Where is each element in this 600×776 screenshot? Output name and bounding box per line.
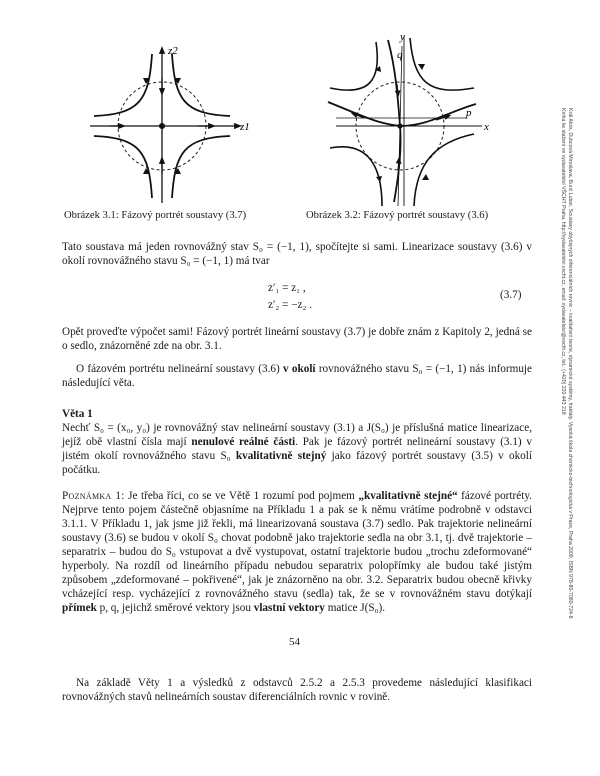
remark-text-c: fázové portréty. Nejprve tento pojem částečně objasníme na Příkladu 1 a pak se k němu vrátíme podrobně v odstavci 3.1.1. V Příkladu 1, jak jsme již řekli, má linearizovaná soustava (3.7) sedlo. Pak trajektorie nelineární soustavy (3.6) se budou v okolí S₀ chovat podobně jako trajektorie sedla na obr 3.1, tj. dvě trajektorie – separatrix – budou do S₀ vstupovat a dvě vystupovat, ostatní trajektorie budou „trochu zdeformované“ hyperboly. Na rozdíl od lineárního případu nebudou separatrix polopřímky ale budou také jistým způsobem „zdeformované – pokřivené“, jak je znázorněno na obr. 3.2. Separatrix budou obecně křivky vcházející resp. vycházející z rovnovážného stavu (sedla) tak, že se v rovnovážném stavu dotýkají — [62, 490, 532, 600]
z2-label: z2 — [168, 45, 178, 57]
remark-emphasis-1: „kvalitativně stejné“ — [358, 490, 458, 502]
paragraph-3 — [62, 362, 532, 390]
sidebar-line-1: Král Alois, Dubcová Miroslava, Burić Lubor, Soustavy obyčejných diferenciálních rovnic – kvalitativní teorie, dynamické systémy, fraktály. Vysoká škola chemicko-technologická v Praze, Praha 2009, ISBN 978-80-7080-724-8 — [567, 108, 573, 619]
q-label: q — [397, 49, 403, 61]
p-label: p — [466, 107, 472, 119]
equilibrium-point — [397, 123, 402, 128]
paragraph-3-text-c: rovnovážného stavu S₀ = (−1, 1) nás informuje následující věta. — [62, 363, 532, 389]
paragraph-3-text-a: O fázovém portrétu nelineární soustavy (3.6) — [76, 363, 284, 375]
hyperbola-top-left — [94, 54, 152, 116]
x-label: x — [484, 121, 489, 133]
copyright-sidebar — [559, 108, 573, 619]
equilibrium-point — [159, 123, 165, 129]
theorem-text-a: Nechť S₀ = (x₀, y₀) je rovnovážný stav nelineární soustavy (3.1) a J(S₀) je příslušná matice linearizace, jejíž obě vlastní čísla mají — [62, 422, 532, 448]
separatrix-out — [328, 102, 476, 126]
hyperbola-bottom-right — [172, 136, 230, 198]
sidebar-line-2: Kniha ke stažení ve vydavatelství VŠCHT Praha, http://vydavatelstvi.vscht.cz, email: vydavatelstvi@vscht.cz, tel.: (+420) 220 443 218 — [560, 108, 566, 415]
trajectory-bottom-right — [414, 134, 474, 206]
theorem-body — [62, 421, 532, 477]
theorem-text-c: . Pak je fázový portrét nelineární soustavy (3.1) v jistém okolí rovnovážného stavu S₀ — [62, 436, 532, 462]
trajectory-top-left — [330, 42, 377, 90]
theorem-title: Věta 1 — [62, 408, 93, 420]
figure-3-1 — [80, 38, 270, 210]
paragraph-4: Na základě Věty 1 a výsledků z odstavců 2.5.2 a 2.5.3 provedeme následující klasifikaci rovnovážných stavů nelineárních soustav diferenciálních rovnic v rovině. — [62, 677, 532, 703]
remark-label: Poznámka 1: — [62, 490, 125, 502]
paragraph-1: Tato soustava má jeden rovnovážný stav S₀ = (−1, 1), spočítejte si sami. Linearizace soustavy (3.6) v okolí rovnovážného stavu S₀ = (−1, 1) má tvar — [62, 241, 532, 267]
trajectory-bottom-left — [330, 147, 382, 206]
remark-1 — [62, 489, 532, 615]
remark-text-g: matice J(S₀). — [324, 602, 386, 614]
remark-text-a: Je třeba říci, co se ve Větě 1 rozumí pod pojmem — [124, 490, 359, 502]
remark-text-e: p, q, jejichž směrové vektory jsou — [96, 602, 254, 614]
figure-3-2-caption: Obrázek 3.2: Fázový portrét soustavy (3.6) — [306, 210, 489, 221]
z1-label: z1 — [240, 121, 250, 133]
remark-emphasis-2: přímek — [62, 602, 97, 614]
equation-line-2: z′₂ = −z₂ . — [268, 299, 312, 311]
theorem-emphasis-1: nenulové reálné části — [191, 436, 296, 448]
theorem-text-e: jako fázový portrét soustavy (3.5) v okolí počátku. — [62, 450, 532, 476]
figure-3-1-caption: Obrázek 3.1: Fázový portrét soustavy (3.7) — [64, 210, 247, 221]
equation-line-1: z′₁ = z₁ , — [268, 282, 306, 294]
y-label: y — [400, 31, 405, 43]
remark-emphasis-3: vlastní vektory — [253, 602, 325, 614]
paragraph-2: Opět proveďte výpočet sami! Fázový portrét lineární soustavy (3.7) je dobře znám z Kapitoly 2, jedná se o sedlo, znázorněné zde na obr. 3.1. — [62, 326, 532, 352]
paragraph-3-emphasis: v okolí — [283, 363, 316, 375]
equation-number: (3.7) — [500, 289, 522, 301]
separatrix-in — [388, 40, 401, 202]
theorem-emphasis-2: kvalitativně stejný — [235, 450, 327, 462]
figure-3-2 — [318, 30, 518, 208]
page-number: 54 — [289, 636, 300, 648]
